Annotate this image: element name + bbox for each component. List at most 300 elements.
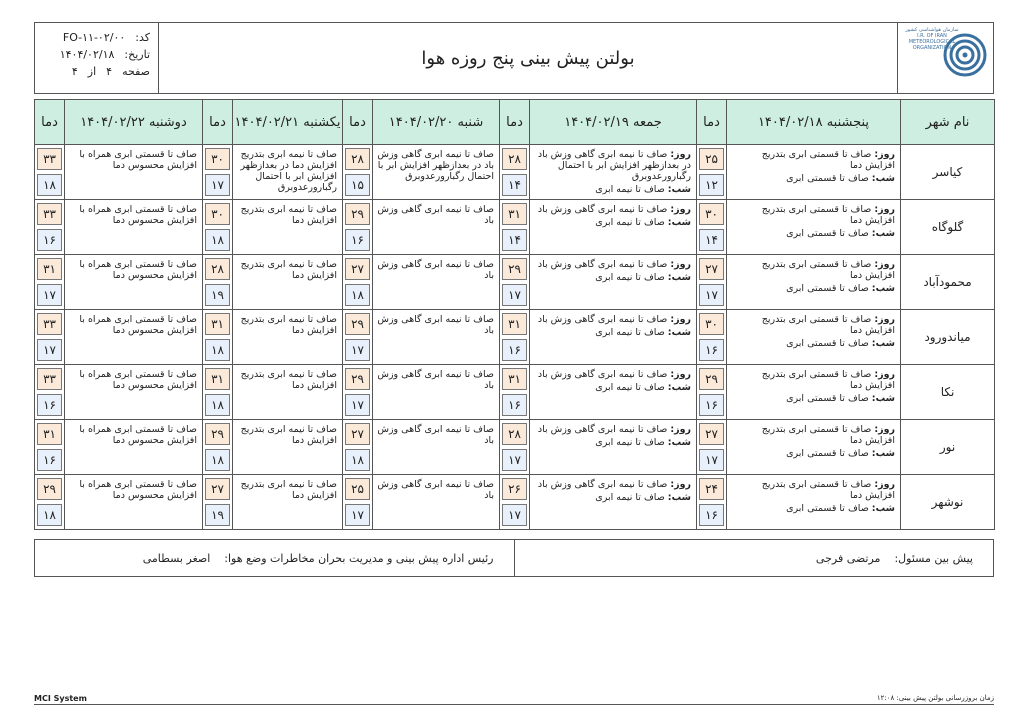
night-forecast <box>534 327 691 338</box>
min-temperature: ۱۸ <box>37 174 62 196</box>
max-temperature: ۲۹ <box>345 313 370 335</box>
night-label: شب: <box>871 448 895 459</box>
min-temperature: ۱۷ <box>345 339 370 361</box>
head-block <box>35 540 514 576</box>
day-forecast <box>534 369 691 380</box>
forecast-text: صاف تا قسمتی ابری همراه با افزایش محسوس دما <box>79 369 197 391</box>
temperature-cell <box>203 420 233 475</box>
max-temperature: ۲۷ <box>699 258 724 280</box>
forecast-text <box>530 255 696 283</box>
min-temperature: ۱۶ <box>502 394 527 416</box>
night-forecast <box>731 173 895 184</box>
temperature-cell <box>343 365 373 420</box>
forecast-cell <box>373 310 500 365</box>
day-forecast <box>731 204 895 226</box>
min-temperature: ۱۷ <box>205 174 230 196</box>
forecast-cell <box>727 255 901 310</box>
temperature-cell <box>343 420 373 475</box>
temperature-cell <box>343 310 373 365</box>
temp-column-header: دما <box>500 100 530 145</box>
temperature-cell <box>697 420 727 475</box>
signature-footer <box>34 539 994 577</box>
page-current: ۴ <box>106 65 113 78</box>
max-temperature: ۳۱ <box>37 423 62 445</box>
logo-text: سازمان هواشناسی کشور I.R. OF IRAN METEOROLOGICAL ORGANIZATION <box>905 27 959 51</box>
forecast-cell <box>233 255 343 310</box>
min-temperature: ۱۷ <box>37 339 62 361</box>
night-text: صاف تا قسمتی ابری <box>786 448 869 459</box>
temperature-cell <box>697 365 727 420</box>
temperature-cell <box>35 475 65 530</box>
forecast-text: صاف تا نیمه ابری گاهی وزش باد <box>377 259 494 281</box>
forecast-text <box>727 310 900 349</box>
day-forecast <box>731 369 895 391</box>
min-temperature: ۱۸ <box>205 394 230 416</box>
forecast-cell <box>233 145 343 200</box>
max-temperature: ۲۷ <box>699 423 724 445</box>
min-temperature: ۱۹ <box>205 284 230 306</box>
forecast-cell <box>65 420 203 475</box>
min-temperature: ۱۶ <box>37 449 62 471</box>
day-text: صاف تا قسمتی ابری بتدریج افزایش دما <box>761 314 895 336</box>
day-forecast <box>534 479 691 490</box>
day-label: روز: <box>670 424 691 435</box>
day-text: صاف تا نیمه ابری گاهی وزش باد <box>537 204 668 215</box>
date-label: تاریخ: <box>124 48 150 61</box>
day-forecast <box>534 424 691 435</box>
temp-column-header: دما <box>203 100 233 145</box>
temperature-cell <box>697 310 727 365</box>
max-temperature: ۳۳ <box>37 203 62 225</box>
night-text: صاف تا قسمتی ابری <box>786 393 869 404</box>
forecast-cell <box>65 255 203 310</box>
forecast-cell <box>65 145 203 200</box>
day-forecast <box>731 314 895 336</box>
temperature-cell <box>203 365 233 420</box>
night-label: شب: <box>871 228 895 239</box>
max-temperature: ۲۹ <box>502 258 527 280</box>
forecast-text <box>530 475 696 503</box>
code-label: کد: <box>135 31 150 44</box>
day-text: صاف تا قسمتی ابری بتدریج افزایش دما <box>761 259 895 281</box>
max-temperature: ۳۳ <box>37 368 62 390</box>
forecast-text <box>727 420 900 459</box>
code-value: FO-۱۱-۰۲/۰۰ <box>62 31 126 44</box>
forecast-text: صاف تا نیمه ابری گاهی وزش باد <box>377 424 494 446</box>
min-temperature: ۱۷ <box>502 504 527 526</box>
forecast-cell <box>65 365 203 420</box>
max-temperature: ۲۹ <box>205 423 230 445</box>
min-temperature: ۱۴ <box>502 229 527 251</box>
temp-column-header: دما <box>343 100 373 145</box>
night-text: صاف تا نیمه ابری <box>595 217 665 228</box>
table-row <box>35 475 995 530</box>
night-forecast <box>731 393 895 404</box>
temperature-cell <box>697 200 727 255</box>
temperature-cell <box>343 200 373 255</box>
day-label: روز: <box>874 259 895 270</box>
day-forecast <box>731 479 895 501</box>
min-temperature: ۱۸ <box>37 504 62 526</box>
city-name: محمودآباد <box>901 255 995 310</box>
night-forecast <box>731 228 895 239</box>
max-temperature: ۲۷ <box>345 423 370 445</box>
forecast-cell <box>727 365 901 420</box>
max-temperature: ۳۱ <box>502 368 527 390</box>
table-row <box>35 365 995 420</box>
forecast-cell <box>727 475 901 530</box>
forecast-cell <box>373 365 500 420</box>
min-temperature: ۱۶ <box>37 229 62 251</box>
night-forecast <box>731 283 895 294</box>
forecast-cell <box>65 200 203 255</box>
temperature-cell <box>697 475 727 530</box>
temperature-cell <box>343 255 373 310</box>
temperature-cell <box>203 310 233 365</box>
forecast-cell <box>530 310 697 365</box>
temperature-cell <box>35 255 65 310</box>
night-label: شب: <box>667 437 691 448</box>
max-temperature: ۳۰ <box>699 313 724 335</box>
day-text: صاف تا نیمه ابری گاهی وزش باد در بعدازظهر افزایش ابر با احتمال رگبارورعدوبرق <box>537 149 691 182</box>
temperature-cell <box>203 255 233 310</box>
bulletin-title: بولتن پیش بینی پنج روزه هوا <box>421 47 635 69</box>
forecast-text: صاف تا قسمتی ابری همراه با افزایش محسوس دما <box>79 259 197 281</box>
temperature-cell <box>697 255 727 310</box>
night-text: صاف تا قسمتی ابری <box>786 338 869 349</box>
forecast-text: صاف تا قسمتی ابری همراه با افزایش محسوس دما <box>79 479 197 501</box>
forecast-text: صاف تا نیمه ابری بتدریج افزایش دما <box>240 369 337 391</box>
forecast-cell <box>727 420 901 475</box>
night-label: شب: <box>667 272 691 283</box>
min-temperature: ۱۸ <box>205 449 230 471</box>
max-temperature: ۳۳ <box>37 313 62 335</box>
day-forecast <box>731 259 895 281</box>
min-temperature: ۱۹ <box>205 504 230 526</box>
min-temperature: ۱۷ <box>345 504 370 526</box>
system-name: MCI System <box>34 694 87 703</box>
night-forecast <box>731 338 895 349</box>
forecast-text <box>530 420 696 448</box>
day-label: روز: <box>874 424 895 435</box>
night-label: شب: <box>667 217 691 228</box>
temperature-cell <box>500 365 530 420</box>
day-text: صاف تا قسمتی ابری بتدریج افزایش دما <box>761 369 895 391</box>
forecast-text: صاف تا نیمه ابری گاهی وزش باد <box>377 479 494 501</box>
max-temperature: ۲۷ <box>345 258 370 280</box>
night-text: صاف تا قسمتی ابری <box>786 173 869 184</box>
max-temperature: ۳۰ <box>205 203 230 225</box>
table-row <box>35 420 995 475</box>
day-forecast <box>534 259 691 270</box>
forecaster-block <box>514 540 994 576</box>
night-forecast <box>534 272 691 283</box>
night-text: صاف تا نیمه ابری <box>595 437 665 448</box>
forecast-text: صاف تا قسمتی ابری همراه با افزایش محسوس دما <box>79 314 197 336</box>
forecast-text: صاف تا نیمه ابری بتدریج افزایش دما <box>240 479 337 501</box>
forecast-text: صاف تا نیمه ابری گاهی وزش باد <box>377 369 494 391</box>
max-temperature: ۳۰ <box>205 148 230 170</box>
min-temperature: ۱۷ <box>345 394 370 416</box>
min-temperature: ۱۸ <box>345 284 370 306</box>
min-temperature: ۱۷ <box>502 284 527 306</box>
night-label: شب: <box>871 338 895 349</box>
forecast-text <box>727 365 900 404</box>
forecast-cell <box>373 420 500 475</box>
day-text: صاف تا قسمتی ابری بتدریج افزایش دما <box>761 479 895 501</box>
forecast-cell <box>530 365 697 420</box>
forecast-text <box>530 145 696 195</box>
forecast-text: صاف تا نیمه ابری گاهی وزش باد در بعدازظهر افزایش ابر با احتمال رگبارورعدوبرق <box>377 149 494 182</box>
temperature-cell <box>500 310 530 365</box>
forecast-cell <box>233 310 343 365</box>
forecaster-name: مرتضی فرجی <box>815 551 881 565</box>
day-text: صاف تا قسمتی ابری بتدریج افزایش دما <box>761 424 895 446</box>
temperature-cell <box>203 200 233 255</box>
max-temperature: ۲۵ <box>345 478 370 500</box>
forecast-cell <box>373 200 500 255</box>
day-text: صاف تا نیمه ابری گاهی وزش باد <box>537 259 668 270</box>
night-label: شب: <box>667 382 691 393</box>
day-forecast <box>534 149 691 182</box>
page-total: ۴ <box>71 65 78 78</box>
table-row <box>35 200 995 255</box>
night-forecast <box>534 437 691 448</box>
temperature-cell <box>697 145 727 200</box>
day-forecast <box>731 424 895 446</box>
min-temperature: ۱۸ <box>205 339 230 361</box>
forecast-text <box>727 145 900 184</box>
min-temperature: ۱۴ <box>699 229 724 251</box>
temp-column-header: دما <box>35 100 65 145</box>
city-name: گلوگاه <box>901 200 995 255</box>
day-label: روز: <box>874 369 895 380</box>
forecast-cell <box>530 200 697 255</box>
temperature-cell <box>500 420 530 475</box>
night-forecast <box>534 184 691 195</box>
forecast-cell <box>65 310 203 365</box>
max-temperature: ۲۸ <box>502 148 527 170</box>
max-temperature: ۳۱ <box>205 313 230 335</box>
min-temperature: ۱۸ <box>345 449 370 471</box>
day-column-header: شنبه ۱۴۰۴/۰۲/۲۰ <box>373 100 500 145</box>
max-temperature: ۳۱ <box>502 203 527 225</box>
day-label: روز: <box>874 479 895 490</box>
forecast-text <box>530 365 696 393</box>
footer-divider <box>34 704 994 705</box>
night-text: صاف تا قسمتی ابری <box>786 228 869 239</box>
night-text: صاف تا نیمه ابری <box>595 327 665 338</box>
day-column-header: پنجشنبه ۱۴۰۴/۰۲/۱۸ <box>727 100 901 145</box>
forecast-cell <box>373 475 500 530</box>
page-of: از <box>87 65 97 78</box>
forecast-text: صاف تا قسمتی ابری همراه با افزایش محسوس دما <box>79 204 197 226</box>
temperature-cell <box>500 145 530 200</box>
generation-time: زمان بروزرسانی بولتن پیش بینی: ۱۲:۰۸ <box>876 694 994 702</box>
forecast-cell <box>233 200 343 255</box>
day-label: روز: <box>874 314 895 325</box>
day-label: روز: <box>670 314 691 325</box>
day-text: صاف تا نیمه ابری گاهی وزش باد <box>537 424 668 435</box>
city-name: کیاسر <box>901 145 995 200</box>
max-temperature: ۲۵ <box>699 148 724 170</box>
temperature-cell <box>500 475 530 530</box>
day-text: صاف تا نیمه ابری گاهی وزش باد <box>537 479 668 490</box>
forecast-cell <box>233 420 343 475</box>
forecaster-label: پیش بین مسئول: <box>894 551 973 565</box>
city-column-header: نام شهر <box>901 100 995 145</box>
temperature-cell <box>35 145 65 200</box>
temperature-cell <box>343 145 373 200</box>
max-temperature: ۳۱ <box>205 368 230 390</box>
day-label: روز: <box>670 479 691 490</box>
min-temperature: ۱۷ <box>699 284 724 306</box>
forecast-text: صاف تا قسمتی ابری همراه با افزایش محسوس دما <box>79 424 197 446</box>
temperature-cell <box>203 145 233 200</box>
document-meta <box>35 23 159 93</box>
day-forecast <box>731 149 895 171</box>
night-forecast <box>534 382 691 393</box>
city-name: میاندورود <box>901 310 995 365</box>
temperature-cell <box>500 255 530 310</box>
spiral-logo-icon <box>943 33 987 77</box>
forecast-cell <box>233 365 343 420</box>
min-temperature: ۱۶ <box>699 504 724 526</box>
day-forecast <box>534 204 691 215</box>
night-text: صاف تا قسمتی ابری <box>786 503 869 514</box>
max-temperature: ۳۱ <box>502 313 527 335</box>
bulletin-header <box>34 22 994 94</box>
temperature-cell <box>343 475 373 530</box>
day-label: روز: <box>670 204 691 215</box>
day-label: روز: <box>670 149 691 160</box>
forecast-cell <box>727 310 901 365</box>
forecast-text: صاف تا نیمه ابری گاهی وزش باد <box>377 204 494 226</box>
forecast-text: صاف تا نیمه ابری بتدریج افزایش دما <box>240 314 337 336</box>
day-text: صاف تا قسمتی ابری بتدریج افزایش دما <box>761 204 895 226</box>
night-label: شب: <box>871 393 895 404</box>
forecast-cell <box>530 420 697 475</box>
max-temperature: ۲۴ <box>699 478 724 500</box>
day-label: روز: <box>670 259 691 270</box>
max-temperature: ۳۱ <box>37 258 62 280</box>
night-label: شب: <box>871 503 895 514</box>
forecast-cell <box>530 145 697 200</box>
max-temperature: ۳۰ <box>699 203 724 225</box>
min-temperature: ۱۶ <box>699 339 724 361</box>
night-forecast <box>534 492 691 503</box>
forecast-text <box>530 200 696 228</box>
night-label: شب: <box>667 184 691 195</box>
day-label: روز: <box>874 204 895 215</box>
meteorological-organization-logo <box>897 23 993 93</box>
min-temperature: ۱۴ <box>502 174 527 196</box>
forecast-text <box>727 200 900 239</box>
table-row <box>35 310 995 365</box>
forecast-cell <box>530 475 697 530</box>
min-temperature: ۱۲ <box>699 174 724 196</box>
forecast-text: صاف تا قسمتی ابری همراه با افزایش محسوس دما <box>79 149 197 171</box>
max-temperature: ۲۹ <box>37 478 62 500</box>
forecast-cell <box>727 200 901 255</box>
head-name: اصغر بسطامی <box>142 551 211 565</box>
temperature-cell <box>35 200 65 255</box>
temp-column-header: دما <box>697 100 727 145</box>
night-label: شب: <box>667 327 691 338</box>
min-temperature: ۱۸ <box>205 229 230 251</box>
min-temperature: ۱۷ <box>699 449 724 471</box>
city-name: نوشهر <box>901 475 995 530</box>
forecast-text: صاف تا نیمه ابری بتدریج افزایش دما در بعدازظهر افزایش ابر با احتمال رگبارورعدوبرق <box>240 149 337 193</box>
forecast-text: صاف تا نیمه ابری گاهی وزش باد <box>377 314 494 336</box>
night-text: صاف تا قسمتی ابری <box>786 283 869 294</box>
night-text: صاف تا نیمه ابری <box>595 492 665 503</box>
table-header-row <box>35 100 995 145</box>
temperature-cell <box>203 475 233 530</box>
forecast-cell <box>65 475 203 530</box>
city-name: نور <box>901 420 995 475</box>
night-forecast <box>731 503 895 514</box>
forecast-text: صاف تا نیمه ابری بتدریج افزایش دما <box>240 424 337 446</box>
min-temperature: ۱۶ <box>345 229 370 251</box>
min-temperature: ۱۶ <box>37 394 62 416</box>
max-temperature: ۲۹ <box>345 203 370 225</box>
table-row <box>35 255 995 310</box>
temperature-cell <box>35 365 65 420</box>
max-temperature: ۲۸ <box>345 148 370 170</box>
night-forecast <box>534 217 691 228</box>
table-row <box>35 145 995 200</box>
day-column-header: دوشنبه ۱۴۰۴/۰۲/۲۲ <box>65 100 203 145</box>
forecast-cell <box>530 255 697 310</box>
forecast-cell <box>727 145 901 200</box>
forecast-cell <box>373 255 500 310</box>
forecast-text: صاف تا نیمه ابری بتدریج افزایش دما <box>240 204 337 226</box>
max-temperature: ۲۹ <box>699 368 724 390</box>
forecast-text <box>530 310 696 338</box>
night-forecast <box>731 448 895 459</box>
max-temperature: ۲۸ <box>205 258 230 280</box>
day-column-header: جمعه ۱۴۰۴/۰۲/۱۹ <box>530 100 697 145</box>
max-temperature: ۲۶ <box>502 478 527 500</box>
night-label: شب: <box>871 173 895 184</box>
forecast-text <box>727 255 900 294</box>
day-label: روز: <box>670 369 691 380</box>
day-text: صاف تا قسمتی ابری بتدریج افزایش دما <box>761 149 895 171</box>
day-forecast <box>534 314 691 325</box>
forecast-cell <box>373 145 500 200</box>
day-label: روز: <box>874 149 895 160</box>
night-text: صاف تا نیمه ابری <box>595 184 665 195</box>
day-column-header: یکشنبه ۱۴۰۴/۰۲/۲۱ <box>233 100 343 145</box>
date-value: ۱۴۰۴/۰۲/۱۸ <box>59 48 115 61</box>
max-temperature: ۲۹ <box>345 368 370 390</box>
min-temperature: ۱۵ <box>345 174 370 196</box>
temperature-cell <box>35 420 65 475</box>
min-temperature: ۱۷ <box>37 284 62 306</box>
page-label: صفحه <box>122 65 150 78</box>
max-temperature: ۲۷ <box>205 478 230 500</box>
forecast-table <box>34 99 995 530</box>
forecast-text <box>727 475 900 514</box>
min-temperature: ۱۷ <box>502 449 527 471</box>
forecast-cell <box>233 475 343 530</box>
night-label: شب: <box>667 492 691 503</box>
min-temperature: ۱۶ <box>699 394 724 416</box>
temperature-cell <box>500 200 530 255</box>
head-label: رئیس اداره پیش بینی و مدیریت بحران مخاطرات وضع هوا: <box>224 551 494 565</box>
day-text: صاف تا نیمه ابری گاهی وزش باد <box>537 369 668 380</box>
